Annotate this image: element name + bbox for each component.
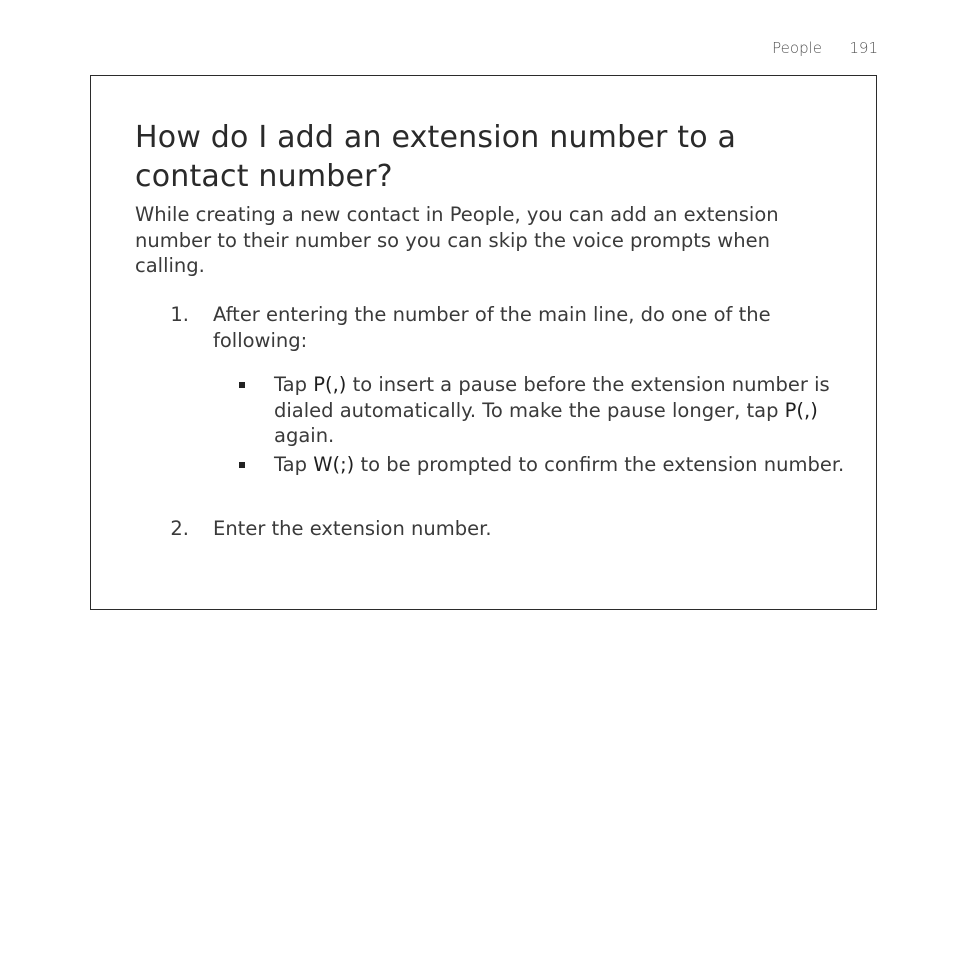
bullet-text <box>274 372 859 449</box>
step-text: After entering the number of the main line, do one of the following: <box>213 303 771 352</box>
bullet-pre: Tap <box>274 453 314 476</box>
key-label: P(,) <box>784 398 818 422</box>
step-number: 2. <box>170 517 189 540</box>
step-number: 1. <box>170 303 189 326</box>
bullet-mid: to insert a pause before the extension number is dialed automatically. To make the pause longer, tap <box>274 373 830 422</box>
key-label: P(,) <box>313 373 347 396</box>
page-number: 191 <box>849 39 878 57</box>
bullet-marker <box>239 462 245 468</box>
bullet-pre: Tap <box>274 373 314 396</box>
faq-title: How do I add an extension number to a contact number? <box>135 120 737 194</box>
step-text: Enter the extension number. <box>213 517 492 540</box>
faq-box <box>90 75 877 610</box>
faq-intro: While creating a new contact in People, you can add an extension number to their number so you can skip the voice prompts when calling. <box>135 203 779 277</box>
bullet-post: to be prompted to confirm the extension number. <box>354 453 845 476</box>
key-label: W(;) <box>313 453 355 476</box>
bullet-text <box>274 452 859 478</box>
section-name: People <box>772 39 822 57</box>
bullet-post: again. <box>274 424 335 447</box>
bullet-marker <box>239 382 245 388</box>
